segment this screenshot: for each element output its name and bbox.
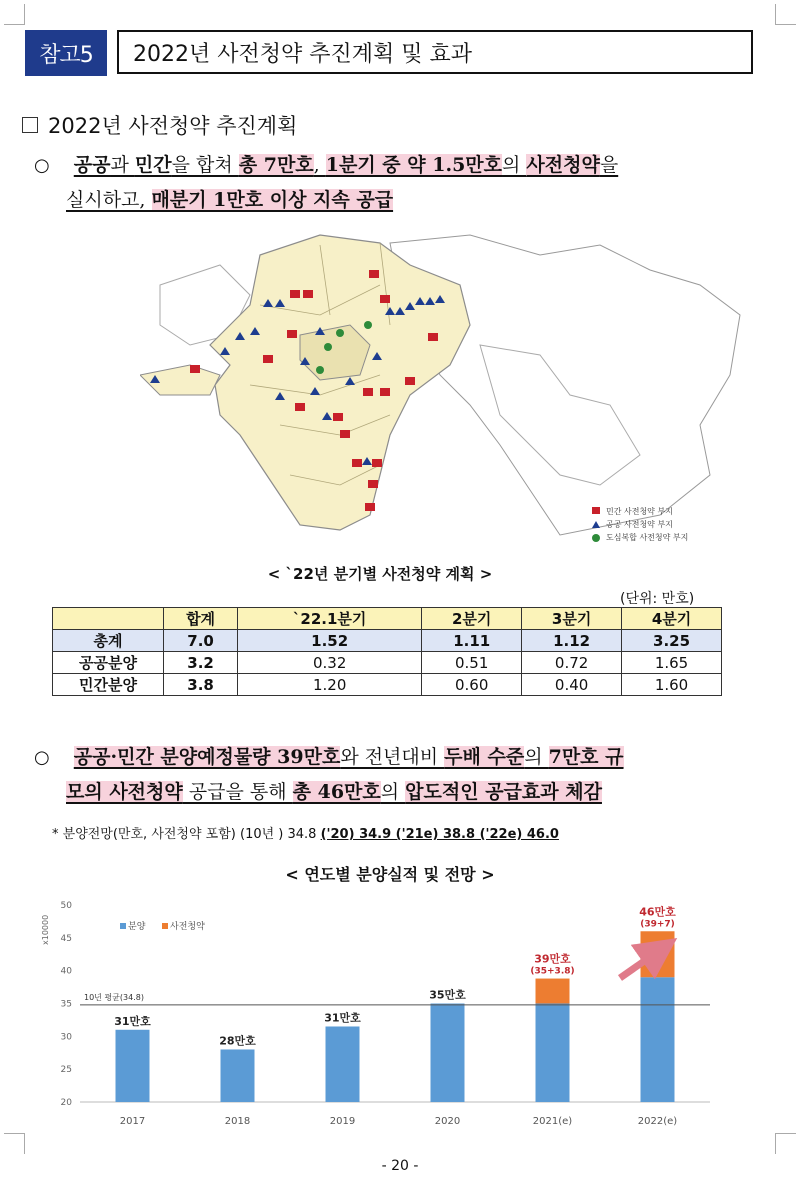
header-cell bbox=[53, 608, 164, 630]
reference-badge: 참고5 bbox=[25, 30, 107, 76]
y-tick-label: 25 bbox=[60, 1065, 72, 1076]
table-cell: 0.72 bbox=[522, 652, 622, 674]
y-tick-label: 40 bbox=[60, 966, 72, 977]
text-highlight: 총 7만호 bbox=[238, 154, 314, 176]
y-tick-label: 20 bbox=[60, 1098, 72, 1108]
plan-table bbox=[52, 607, 722, 696]
table-cell: 1.65 bbox=[622, 652, 722, 674]
table-cell: 0.60 bbox=[422, 674, 522, 696]
chart-legend bbox=[120, 920, 205, 932]
text: 의 bbox=[502, 154, 527, 176]
x-tick-label: 2017 bbox=[119, 1116, 146, 1127]
x-tick-label: 2018 bbox=[224, 1116, 251, 1127]
text-highlight: 1분기 중 약 1.5만호 bbox=[325, 154, 503, 176]
table-cell: 1.12 bbox=[522, 630, 622, 652]
reference-line-label: 10년 평균(34.8) bbox=[84, 992, 144, 1002]
text-highlight: 총 46만호 bbox=[292, 781, 381, 803]
table-cell: 3.25 bbox=[622, 630, 722, 652]
text: 공급을 통해 bbox=[182, 781, 293, 803]
bar-value-label: 28만호 bbox=[219, 1034, 256, 1048]
x-tick-label: 2022(e) bbox=[637, 1116, 678, 1127]
bar-value-label: 46만호 bbox=[639, 905, 676, 919]
table-cell: 0.40 bbox=[522, 674, 622, 696]
chart-title: < 연도별 분양실적 및 전망 > bbox=[285, 865, 495, 884]
y-tick-label: 45 bbox=[60, 933, 72, 944]
bar-분양 bbox=[326, 1026, 360, 1102]
note-text: * 분양전망(만호, 사전청약 포함) (10년 ) 34.8 bbox=[52, 827, 321, 842]
table-cell: 1.20 bbox=[238, 674, 422, 696]
bar-value-label: 31만호 bbox=[114, 1014, 151, 1028]
legend-label: 분양 bbox=[128, 922, 146, 932]
legend-urban: 도심복합 사전청약 부지 bbox=[606, 533, 689, 542]
legend-private: 민간 사전청약 부지 bbox=[606, 507, 673, 516]
bar-분양 bbox=[221, 1049, 255, 1102]
text-highlight: 압도적인 공급효과 체감 bbox=[405, 781, 602, 803]
forecast-note bbox=[52, 823, 559, 842]
legend-swatch bbox=[162, 923, 168, 929]
bar-value-label: 35만호 bbox=[429, 988, 466, 1002]
header-cell: 2분기 bbox=[422, 608, 522, 630]
crop-mark bbox=[775, 4, 796, 25]
text: 의 bbox=[380, 781, 406, 803]
bullet-icon: ○ bbox=[34, 747, 50, 768]
checkbox-icon bbox=[22, 117, 38, 133]
text: , bbox=[313, 154, 326, 176]
table-cell: 0.32 bbox=[238, 652, 422, 674]
text-strong: 민간 bbox=[134, 154, 172, 176]
header-cell: 3분기 bbox=[522, 608, 622, 630]
table-cell: 1.11 bbox=[422, 630, 522, 652]
crop-mark bbox=[4, 4, 25, 25]
y-tick-label: 50 bbox=[60, 901, 72, 911]
table-cell: 3.2 bbox=[164, 652, 238, 674]
bar-분양 bbox=[431, 1004, 465, 1103]
paragraph-effect bbox=[34, 740, 764, 809]
table-row bbox=[53, 674, 722, 696]
legend-label: 사전청약 bbox=[170, 922, 205, 932]
x-tick-label: 2020 bbox=[434, 1116, 461, 1127]
text-strong: 공공 bbox=[73, 154, 111, 176]
bar-value-label: 31만호 bbox=[324, 1011, 361, 1025]
crop-mark bbox=[775, 1133, 796, 1154]
text: 의 bbox=[524, 746, 549, 768]
text: 실시하고, bbox=[66, 189, 152, 211]
text-highlight: 매분기 1만호 이상 지속 공급 bbox=[151, 189, 394, 211]
table-unit: (단위: 만호) bbox=[620, 591, 695, 607]
x-tick-label: 2021(e) bbox=[532, 1116, 573, 1127]
note-values: ('20) 34.9 ('21e) 38.8 ('22e) 46.0 bbox=[320, 827, 559, 842]
region-map bbox=[140, 225, 750, 555]
text-highlight: 공공·민간 분양예정물량 39만호 bbox=[73, 746, 341, 768]
bullet-icon: ○ bbox=[34, 155, 50, 176]
y-tick-label: 30 bbox=[60, 1032, 72, 1043]
text: 와 전년대비 bbox=[340, 746, 445, 768]
text-highlight: 7만호 규 bbox=[548, 746, 624, 768]
reference-line bbox=[80, 992, 710, 1005]
bars bbox=[116, 931, 675, 1102]
header-cell: `22.1분기 bbox=[238, 608, 422, 630]
paragraph-plan bbox=[34, 148, 764, 217]
legend-public: 공공 사전청약 부지 bbox=[606, 520, 673, 529]
table-cell: 1.52 bbox=[238, 630, 422, 652]
crop-mark bbox=[4, 1133, 25, 1154]
text: 을 합쳐 bbox=[171, 154, 239, 176]
text-highlight: 사전청약 bbox=[526, 154, 600, 176]
y-axis-unit: x10000 bbox=[41, 914, 50, 945]
bar-sub-label: (39+7) bbox=[640, 919, 675, 930]
y-tick-label: 35 bbox=[60, 999, 72, 1010]
header-cell: 합계 bbox=[164, 608, 238, 630]
row-header: 공공분양 bbox=[53, 652, 164, 674]
bar-labels bbox=[114, 904, 677, 1127]
page-title: 2022년 사전청약 추진계획 및 효과 bbox=[117, 30, 753, 74]
table-caption: < `22년 분기별 사전청약 계획 > bbox=[267, 565, 493, 583]
header-cell: 4분기 bbox=[622, 608, 722, 630]
table-header-row bbox=[53, 608, 722, 630]
text: 을 bbox=[599, 154, 619, 176]
table-row bbox=[53, 652, 722, 674]
table-row bbox=[53, 630, 722, 652]
page-number: - 20 - bbox=[381, 1158, 419, 1174]
bar-사전청약 bbox=[536, 979, 570, 1004]
supply-bar-chart bbox=[40, 890, 730, 1140]
legend-swatch bbox=[120, 923, 126, 929]
table-cell: 1.60 bbox=[622, 674, 722, 696]
metro-region bbox=[210, 235, 470, 530]
row-header: 총계 bbox=[53, 630, 164, 652]
table-cell: 3.8 bbox=[164, 674, 238, 696]
section-heading bbox=[22, 110, 297, 140]
map-legend bbox=[592, 506, 688, 542]
text: 과 bbox=[110, 154, 135, 176]
bar-sub-label: (35+3.8) bbox=[530, 966, 575, 977]
text-highlight: 모의 사전청약 bbox=[66, 781, 183, 803]
table-cell: 0.51 bbox=[422, 652, 522, 674]
bar-분양 bbox=[536, 1004, 570, 1103]
x-tick-label: 2019 bbox=[329, 1116, 356, 1127]
bar-value-label: 39만호 bbox=[534, 952, 571, 966]
bar-분양 bbox=[116, 1030, 150, 1102]
text-highlight: 두배 수준 bbox=[444, 746, 525, 768]
bar-분양 bbox=[641, 977, 675, 1102]
table-cell: 7.0 bbox=[164, 630, 238, 652]
row-header: 민간분양 bbox=[53, 674, 164, 696]
section-title: 2022년 사전청약 추진계획 bbox=[48, 114, 298, 138]
